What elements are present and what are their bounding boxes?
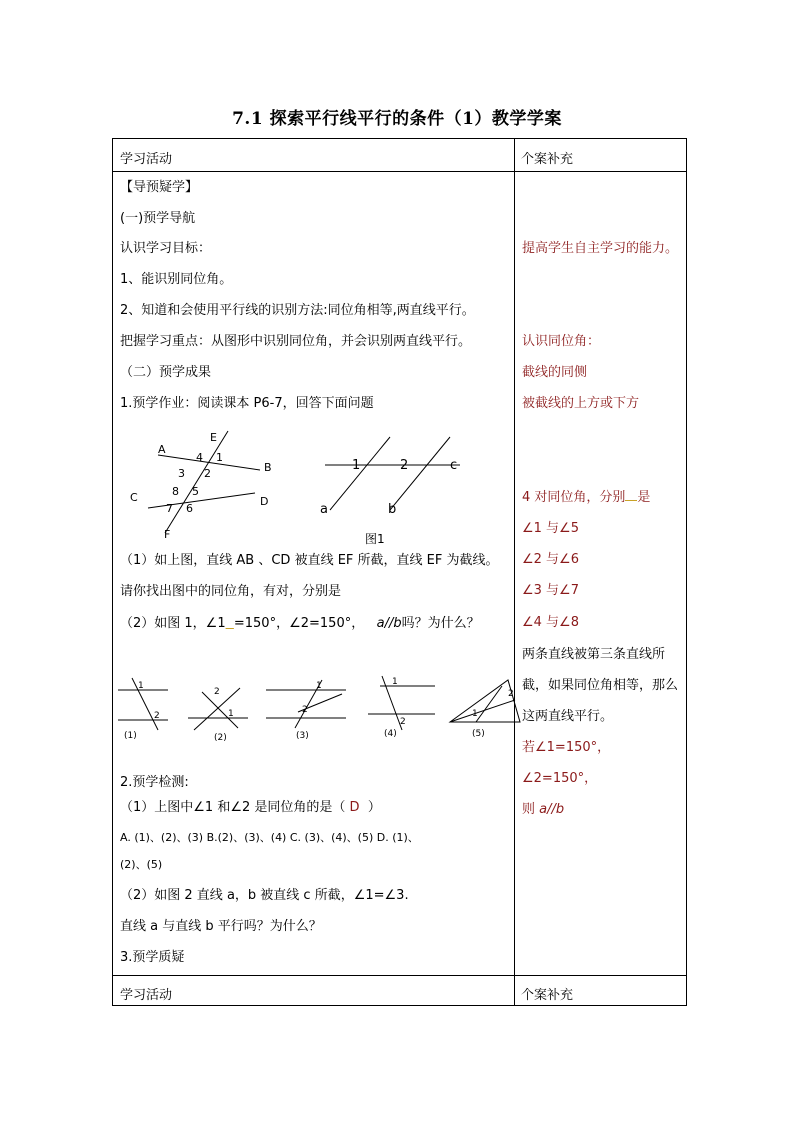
if-line-1: 若∠1=150°， xyxy=(522,740,611,755)
q2-part: =150°，∠2=150°， xyxy=(233,616,365,631)
fig1-label: 5 xyxy=(192,485,199,498)
fig1-label: 7 xyxy=(166,502,173,515)
line-b xyxy=(390,437,450,510)
fig1-right-label: c xyxy=(450,458,458,473)
small-figures xyxy=(110,672,540,747)
key-point: 把握学习重点：从图形中识别同位角，并会识别两直线平行。 xyxy=(120,334,472,349)
small-fig-angle: 2 xyxy=(508,689,514,699)
pair-item: ∠3 与∠7 xyxy=(522,583,579,598)
options-line-1: A. (1)、(2)、(3) B.(2)、(3)、(4) C. (3)、(4)、(5) D. (1)、 xyxy=(120,831,419,844)
rule-line-3: 这两直线平行。 xyxy=(522,709,614,724)
fig1-label: 1 xyxy=(216,451,223,464)
fig1-right-label: a xyxy=(320,502,328,517)
small-fig-angle: 1 xyxy=(392,677,398,687)
fig1-right-label: 1 xyxy=(352,458,361,473)
check-q1-close: ） xyxy=(367,800,381,815)
note-same-side: 截线的同侧 xyxy=(522,365,588,380)
check-heading: 2.预学检测: xyxy=(120,775,189,790)
check-q1-answer: D xyxy=(349,800,360,815)
small-fig-number: (2) xyxy=(214,733,227,743)
check-question-2b: 直线 a 与直线 b 平行吗？为什么？ xyxy=(120,919,322,934)
subheading-preview: (一)预学导航 xyxy=(120,211,196,226)
small-fig-angle: 1 xyxy=(316,681,322,691)
column-divider xyxy=(514,139,515,1005)
note-recognize: 认识同位角： xyxy=(522,334,601,349)
goal-2: 2、知道和会使用平行线的识别方法:同位角相等,两直线平行。 xyxy=(120,303,475,318)
footer-right: 个案补充 xyxy=(521,988,574,1003)
pair-item: ∠2 与∠6 xyxy=(522,552,579,567)
check-q1-text: （1）上图中∠1 和∠2 是同位角的是（ xyxy=(120,800,346,815)
pair-item: ∠4 与∠8 xyxy=(522,615,579,630)
doubt-heading: 3.预学质疑 xyxy=(120,950,185,965)
fig1-label: 4 xyxy=(196,451,203,464)
footer-divider xyxy=(113,975,686,976)
footer-left: 学习活动 xyxy=(120,988,173,1003)
pair-item: ∠1 与∠5 xyxy=(522,521,579,536)
fig1-label: A xyxy=(158,443,166,456)
note-above-below: 被截线的上方或下方 xyxy=(522,396,640,411)
small-fig-angle: 1 xyxy=(138,681,144,691)
rule-line-2: 截，如果同位角相等，那么 xyxy=(522,678,679,693)
q2-expr: a//b xyxy=(376,616,402,631)
small-fig-angle: 2 xyxy=(214,687,220,697)
header-left: 学习活动 xyxy=(120,152,173,167)
question-1-line-2: 请你找出图中的同位角，有对，分别是 xyxy=(120,584,342,599)
q2-part: （2）如图 1，∠1 xyxy=(120,616,226,631)
small-fig-angle: 1 xyxy=(472,709,478,719)
check-question-1 xyxy=(120,800,381,816)
pairs-blank xyxy=(625,500,637,501)
options-line-2: (2)、(5) xyxy=(120,858,163,871)
line-a xyxy=(330,437,390,510)
q2-part: 吗？为什么？ xyxy=(401,616,480,631)
page-title: 7.1 探索平行线平行的条件（1）教学学案 xyxy=(232,109,562,129)
fig1-label: 3 xyxy=(178,467,185,480)
line-ef xyxy=(165,431,228,533)
q2-blank xyxy=(226,616,234,631)
if-line-2: ∠2=150°， xyxy=(522,771,598,786)
note-ability: 提高学生自主学习的能力。 xyxy=(522,241,679,256)
small-fig-angle: 2 xyxy=(302,705,308,715)
fig1-label: 2 xyxy=(204,467,211,480)
pairs-head-end: 是 xyxy=(637,490,651,505)
subheading-results: （二）预学成果 xyxy=(120,365,212,380)
small-fig-number: (5) xyxy=(472,729,485,739)
then-prefix: 则 xyxy=(522,802,536,817)
then-expr: a//b xyxy=(539,802,565,817)
fig1-label: 6 xyxy=(186,502,193,515)
lesson-table xyxy=(112,138,687,1006)
goals-label: 认识学习目标： xyxy=(120,241,212,256)
fig1-label: B xyxy=(264,461,272,474)
small-fig-angle: 2 xyxy=(154,711,160,721)
homework: 1.预学作业：阅读课本 P6-7，回答下面问题 xyxy=(120,396,374,411)
goal-1: 1、能识别同位角。 xyxy=(120,272,233,287)
fig1-right-label: b xyxy=(388,502,397,517)
small-fig-angle: 1 xyxy=(228,709,234,719)
fig1-label: C xyxy=(130,491,138,504)
fig1-right-label: 2 xyxy=(400,458,409,473)
small-fig-number: (1) xyxy=(124,731,137,741)
rule-line-1: 两条直线被第三条直线所 xyxy=(522,647,666,662)
fig1-label: D xyxy=(260,495,269,508)
line-cd xyxy=(148,493,255,508)
fig1-label: 8 xyxy=(172,485,179,498)
section-heading: 【导预疑学】 xyxy=(120,180,199,195)
figure-1-caption: 图1 xyxy=(365,532,385,546)
question-1-line-1: （1）如上图，直线 AB 、CD 被直线 EF 所截，直线 EF 为截线。 xyxy=(120,553,499,568)
fig1-label: E xyxy=(210,431,217,444)
header-divider xyxy=(113,171,686,172)
then-line xyxy=(522,802,564,818)
check-question-2: （2）如图 2 直线 a，b 被直线 c 所截，∠1=∠3. xyxy=(120,888,409,903)
small-fig-number: (4) xyxy=(384,729,397,739)
figure-1 xyxy=(120,425,480,550)
header-right: 个案补充 xyxy=(521,152,574,167)
small-fig-number: (3) xyxy=(296,731,309,741)
pairs-head-text: 4 对同位角，分别 xyxy=(522,490,626,505)
note-pairs-head xyxy=(522,490,650,506)
question-2 xyxy=(120,616,480,632)
small-fig-angle: 2 xyxy=(400,717,406,727)
fig1-label: F xyxy=(164,528,171,541)
